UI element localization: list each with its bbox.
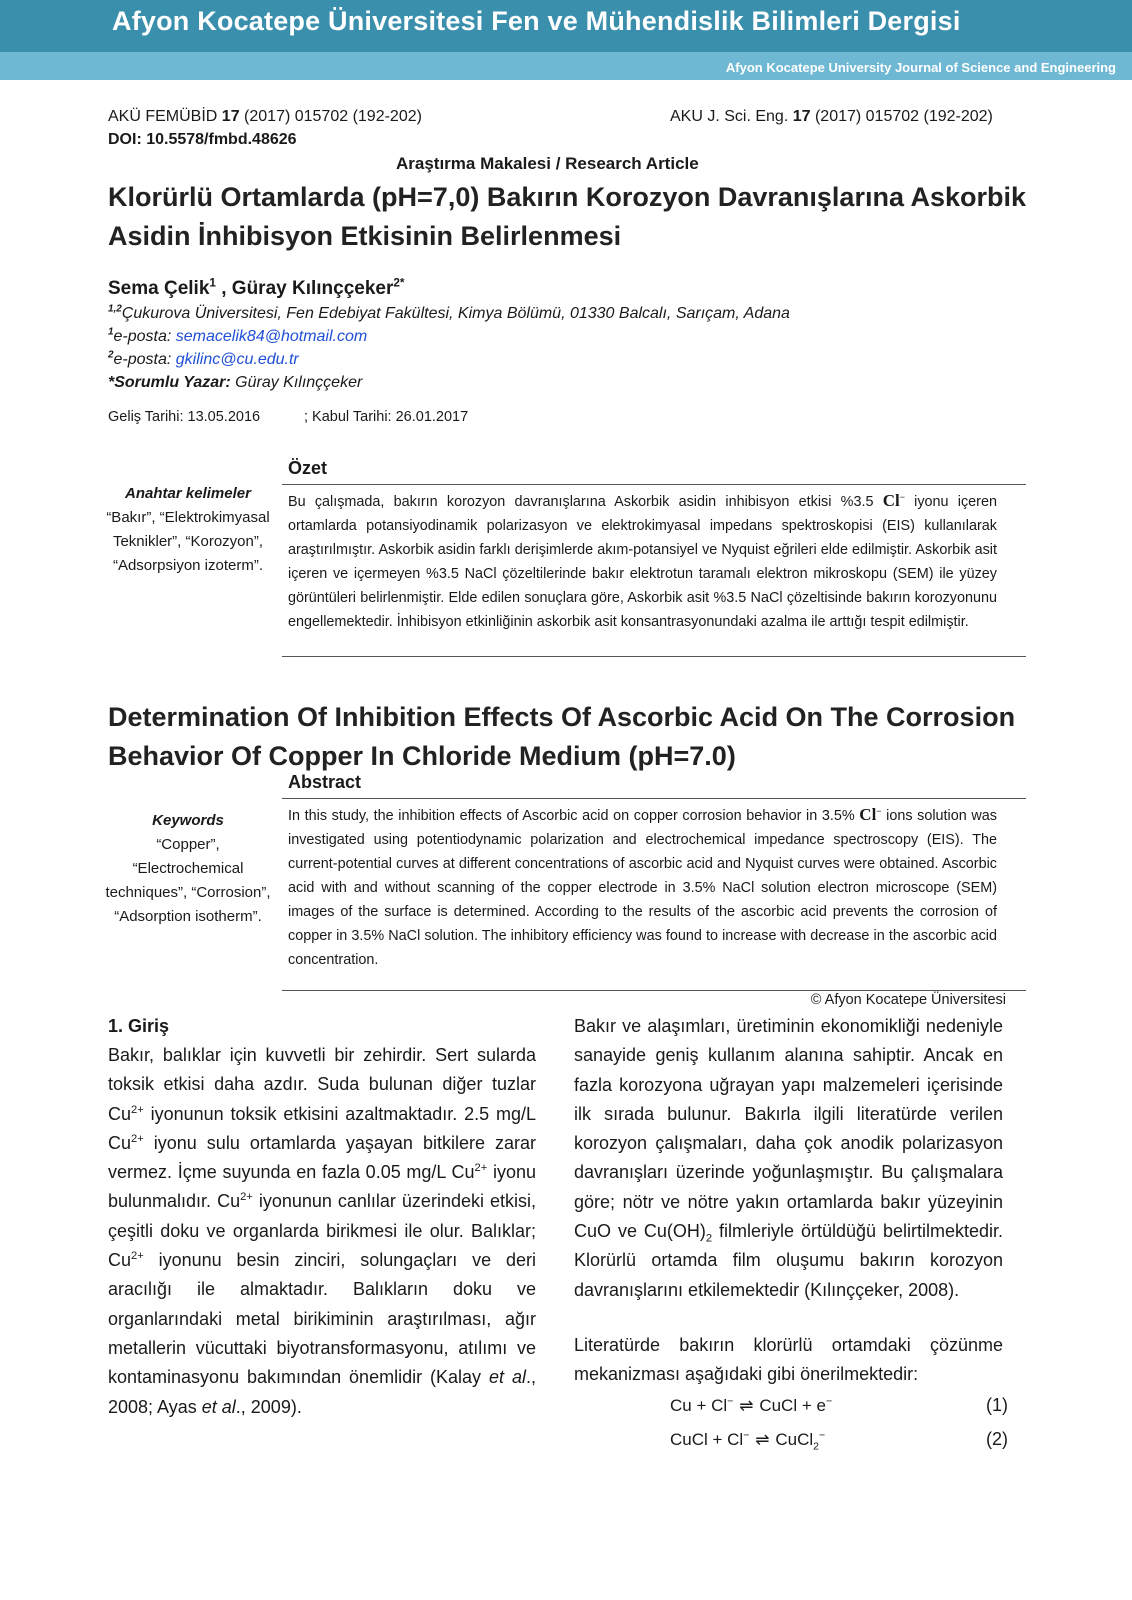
abstract-bottom-rule — [282, 990, 1026, 991]
abstract-text — [288, 803, 997, 972]
intro-text-4: iyonu bulunmalıdır. Cu — [108, 1162, 536, 1212]
affiliation — [108, 305, 790, 323]
eq2-reactants: CuCl + Cl — [670, 1430, 744, 1449]
title-turkish: Klorürlü Ortamlarda (pH=7,0) Bakırın Korozyon Davranışlarına Askorbik Asidin İnhibisyon Etkisinin Belirlenmesi — [108, 182, 1026, 251]
abstract-keywords-block — [104, 809, 272, 929]
email-2-label: e-posta: — [113, 351, 176, 368]
copper-ion-charge: 2+ — [474, 1162, 488, 1175]
eq1-electron-charge: − — [825, 1395, 833, 1408]
intro-text-6: iyonunu besin zinciri, solungaçları ve deri aracılığı ile almaktadır. Balıkların doku ve organlarındaki metal birikiminin araştırılması, ağır metallerin vücuttaki biyotransformasyonu, atılımı ve kontaminasyonu bakımından önemlidir (Kalay — [108, 1250, 536, 1388]
eq2-chloride-charge: − — [743, 1429, 750, 1442]
intro-right-text-2: filmleriyle örtüldüğü belirtilmektedir. Klorürlü ortamda film oluşumu bakırın korozyon davranışlarını etkilemektedir (Kılınççeker, 2008). — [574, 1221, 1004, 1300]
intro-text-3: iyonu sulu ortamlarda yaşayan bitkilere zarar vermez. İçme suyunda en fazla 0.05 mg/L Cu — [108, 1132, 536, 1183]
citation-left-prefix: AKÜ FEMÜBİD — [108, 108, 222, 125]
citation-left — [108, 108, 422, 126]
ozet-text — [288, 489, 997, 634]
ozet-top-rule — [282, 484, 1026, 485]
author-2: Güray Kılınççeker — [231, 278, 394, 299]
affiliation-text: Çukurova Üniversitesi, Fen Edebiyat Fakültesi, Kimya Bölümü, 01330 Balcalı, Sarıçam, Adana — [121, 305, 790, 322]
citation-et-al: et al — [201, 1396, 236, 1417]
ozet-text-pre: Bu çalışmada, bakırın korozyon davranışlarına Askorbik asidin inhibisyon etkisi %3.5 — [288, 494, 883, 510]
citation-et-al: et al — [489, 1367, 526, 1388]
intro-right-text-1: Bakır ve alaşımları, üretiminin ekonomikliği nedeniyle sanayide geniş kullanım alanına sahiptir. Ancak en fazla korozyona uğrayan yapı malzemeleri içerisinde ilk sırada bulunur. Bakırla ilgili literatürde verilen korozyon çalışmaları, daha çok anodik polarizasyon davranışları üzerinde yoğunlaşmıştır. Bu çalışmalara göre; nötr ve nötre yakın ortamlarda bakır yüzeyinin — [574, 1016, 1003, 1212]
intro-heading: 1. Giriş — [108, 1016, 170, 1036]
citation-left-volume: 17 — [221, 108, 240, 125]
journal-title: Afyon Kocatepe Üniversitesi Fen ve Mühendislik Bilimleri Dergisi — [112, 6, 961, 36]
copper-ion-charge: 2+ — [240, 1191, 253, 1204]
intro-right-column — [574, 1012, 1003, 1305]
abstract-text-pre: In this study, the inhibition effects of Ascorbic acid on copper corrosion behavior in 3.5% — [288, 808, 860, 824]
ozet-keywords: “Bakır”, “Elektrokimyasal Teknikler”, “Korozyon”, “Adsorpsiyon izoterm”. — [106, 509, 270, 574]
email-2-sup: 2 — [108, 349, 114, 361]
corresponding-author — [108, 374, 362, 392]
journal-header-bar — [0, 0, 1132, 52]
corresponding-label: *Sorumlu Yazar: — [108, 374, 231, 391]
journal-title-en: Afyon Kocatepe University Journal of Science and Engineering — [725, 60, 1116, 75]
copyright: © Afyon Kocatepe Üniversitesi — [810, 992, 1006, 1008]
email-1-sup: 1 — [108, 326, 114, 338]
email-2-line — [108, 351, 299, 369]
eq2-products: CuCl — [775, 1430, 814, 1449]
copper-ion-charge: 2+ — [131, 1132, 144, 1145]
intro-text-2: iyonunun toksik etkisini azaltmaktadır. 2.5 mg/L Cu — [108, 1103, 536, 1153]
accepted-date: ; Kabul Tarihi: 26.01.2017 — [304, 409, 469, 425]
eq1-reactants: Cu + Cl — [670, 1396, 728, 1415]
intro-left-column — [108, 1041, 536, 1422]
equation-2-number: (2) — [986, 1429, 1008, 1449]
eq2-subscript: 2 — [813, 1440, 820, 1453]
citation-right-prefix: AKU J. Sci. Eng. — [670, 108, 793, 125]
ozet-chloride: Cl — [882, 491, 900, 510]
eq2-product-charge: − — [819, 1429, 826, 1442]
equation-1-number: (1) — [986, 1395, 1008, 1415]
intro-text-5: iyonunun canlılar üzerindeki etkisi, çeşitli doku ve organlarda birikmesi ile olur. Balıklar; Cu — [108, 1191, 536, 1271]
author-1-sup: 1 — [209, 276, 216, 290]
abstract-chloride: Cl — [859, 805, 877, 824]
copper-hydroxide: Cu(OH) — [643, 1221, 706, 1242]
received-date: Geliş Tarihi: 13.05.2016 — [108, 409, 261, 425]
abstract-keywords: “Copper”, “Electrochemical techniques”, “Corrosion”, “Adsorption isotherm”. — [105, 836, 271, 925]
copper-oxide: CuO — [574, 1221, 612, 1242]
citation-right-rest: (2017) 015702 (192-202) — [810, 108, 993, 125]
copper-ion-charge: 2+ — [131, 1103, 144, 1116]
equilibrium-arrow-icon: ⇌ — [739, 1396, 754, 1415]
author-separator: , — [215, 278, 232, 299]
authors-line — [108, 278, 405, 300]
author-2-sup: 2* — [393, 276, 405, 290]
article-type: Araştırma Makalesi / Research Article — [396, 154, 699, 173]
citation-left-rest: (2017) 015702 (192-202) — [239, 108, 422, 125]
intro-text-7: ., 2008; Ayas — [108, 1367, 536, 1417]
ozet-keywords-label: Anahtar kelimeler — [125, 485, 251, 502]
email-1-label: e-posta: — [113, 328, 176, 345]
intro-text-8: ., 2009). — [235, 1396, 302, 1417]
title-english: Determination Of Inhibition Effects Of Ascorbic Acid On The Corrosion Behavior Of Copper In Chloride Medium (pH=7.0) — [108, 702, 1016, 771]
equation-2 — [670, 1429, 826, 1453]
ozet-bottom-rule — [282, 656, 1026, 657]
ozet-keywords-block — [104, 482, 272, 578]
doi: DOI: 10.5578/fmbd.48626 — [108, 131, 297, 148]
ozet-chloride-charge: − — [899, 492, 905, 503]
copper-ion: Cu — [108, 1103, 132, 1124]
copper-ion-charge: 2+ — [131, 1250, 144, 1263]
intro-text-1: Bakır, balıklar için kuvvetli bir zehirdir. Sert sularda toksik etkisi daha azdır. Suda bulunan diğer tuzlar — [108, 1045, 536, 1095]
abstract-heading: Abstract — [288, 772, 362, 792]
corresponding-name: Güray Kılınççeker — [230, 374, 363, 391]
equilibrium-arrow-icon: ⇌ — [755, 1430, 770, 1449]
ozet-text-post: iyonu içeren ortamlarda potansiyodinamik polarizasyon ve elektrokimyasal impedans spektroskopisi (EIS) kullanılarak araştırılmıştır. Askorbik asidin farklı derişimlerde akım-potansiyel ve Nyquist eğrileri elde edilmiştir. Askorbik asit içeren ve içermeyen %3.5 NaCl çözeltilerinde bakır elektrotun taramalı elektron mikroskopu (SEM) ile yüzey görüntüleri belirlenmiştir. Elde edilen sonuçlara göre, Askorbik asit %3.5 NaCl çözeltisinde bakırın korozyonunu engellemektedir. İnhibisyon etkinliğinin askorbik asit konsantrasyonundaki azalma ile arttığı tespit edilmiştir. — [288, 494, 997, 630]
abstract-text-post: ions solution was investigated using potentiodynamic polarization and electrochemical impedance spectroscopy (EIS). The current-potential curves at different concentrations of ascorbic acid and Nyquist curves were obtained. Ascorbic acid with and without scanning of the copper electrode in 3.5% NaCl solution electron microscope (SEM) images of the surface is determined. According to the results of the ascorbic acid prevents the corrosion of copper in 3.5% NaCl solution. The inhibitory efficiency was found to increase with decrease in the ascorbic acid concentration. — [288, 808, 997, 968]
email-1-link[interactable]: semacelik84@hotmail.com — [175, 328, 368, 345]
email-2-link[interactable]: gkilinc@cu.edu.tr — [175, 351, 299, 368]
citation-right — [670, 108, 993, 126]
citation-right-volume: 17 — [792, 108, 811, 125]
eq1-chloride-charge: − — [727, 1395, 734, 1408]
author-1: Sema Çelik — [108, 278, 210, 299]
abstract-keywords-label: Keywords — [152, 812, 224, 829]
abstract-top-rule — [282, 798, 1026, 799]
copper-hydroxide-sub: 2 — [705, 1232, 713, 1245]
affiliation-sup: 1,2 — [108, 303, 122, 315]
email-1-line — [108, 328, 367, 346]
journal-subheader-bar — [0, 52, 1132, 80]
equation-1 — [670, 1396, 832, 1416]
ozet-heading: Özet — [288, 458, 328, 478]
eq1-products: CuCl + e — [759, 1396, 826, 1415]
abstract-chloride-charge: − — [876, 806, 882, 817]
intro-right-conj: ve — [611, 1221, 644, 1242]
intro-right-paragraph-2: Literatürde bakırın klorürlü ortamdaki çözünme mekanizması aşağıdaki gibi önerilmektedir: — [574, 1335, 1003, 1385]
